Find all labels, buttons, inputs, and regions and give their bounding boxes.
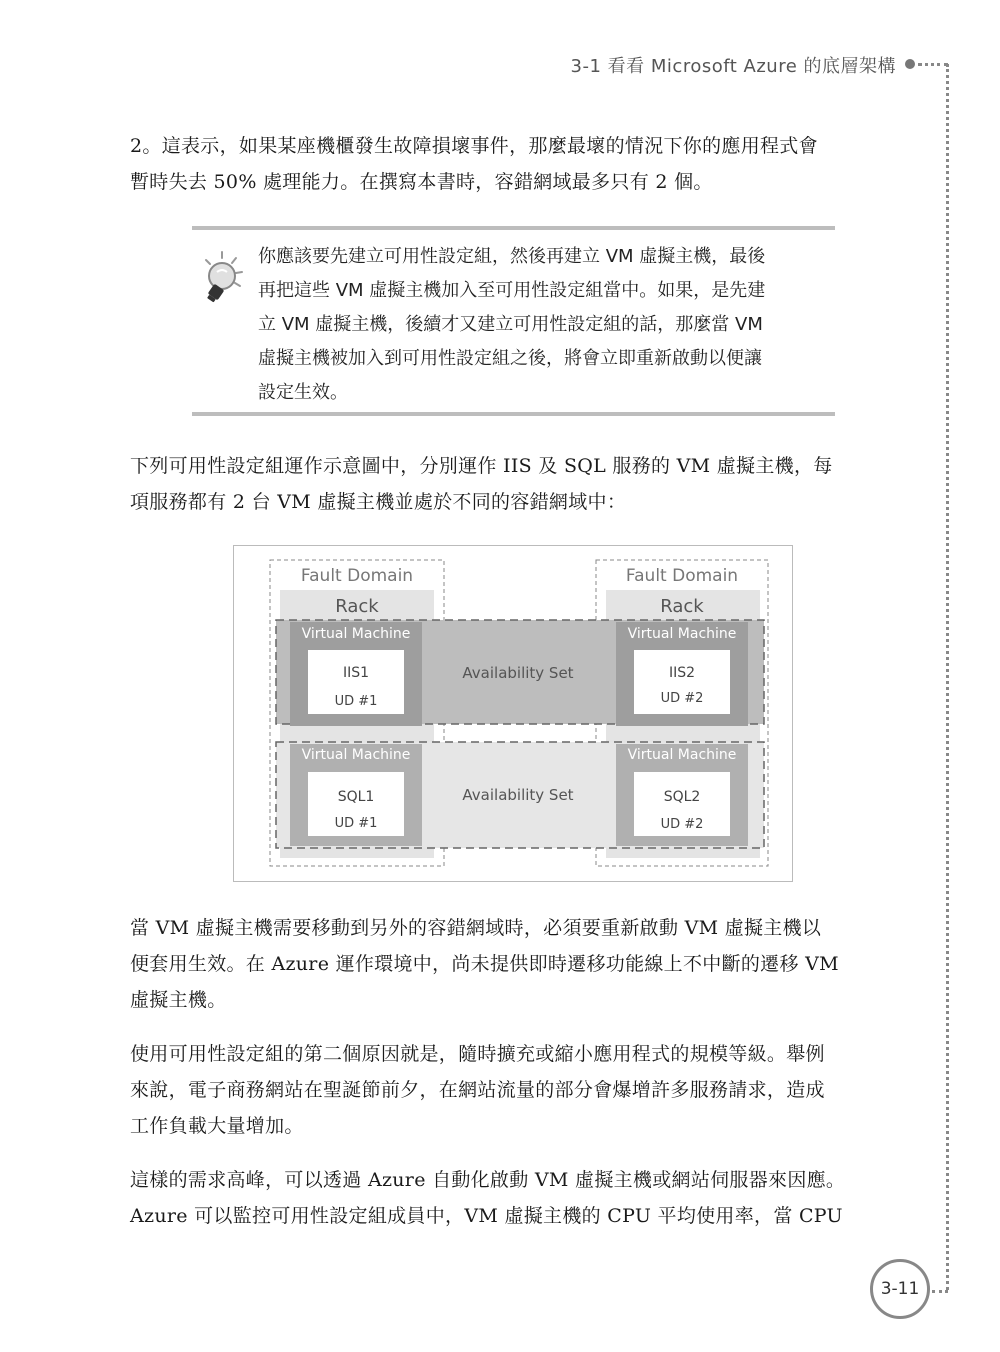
fault-domain-left-label: Fault Domain [300,566,414,586]
text-line: 暫時失去 50% 處理能力。在撰寫本書時，容錯網域最多只有 2 個。 [130,171,713,193]
vm-name: IIS2 [668,665,696,681]
text-line: Azure 可以監控可用性設定組成員中，VM 虛擬主機的 CPU 平均使用率，當 CPU [130,1205,843,1227]
text-line: 工作負載大量增加。 [130,1115,304,1137]
text-line: 使用可用性設定組的第二個原因就是，隨時擴充或縮小應用程式的規模等級。舉例 [130,1043,825,1065]
tip-line: 再把這些 VM 虛擬主機加入至可用性設定組當中。如果，是先建 [258,280,766,301]
vm-iis2 [616,622,748,726]
header-dotted-line [918,63,948,66]
availability-set-diagram [233,545,793,882]
text-line: 下列可用性設定組運作示意圖中，分別運作 IIS 及 SQL 服務的 VM 虛擬主機，每 [130,455,833,477]
text-line: 便套用生效。在 Azure 運作環境中，尚未提供即時遷移功能線上不中斷的遷移 VM [130,953,839,975]
vm-name: SQL1 [337,789,375,805]
paragraph-1 [130,128,905,200]
rack-left-label: Rack [335,596,379,617]
vm-iis1 [290,622,422,726]
vm-name: IIS1 [342,665,370,681]
vm-update-domain: UD #2 [660,691,704,706]
margin-dotted-rule [946,64,949,1290]
availability-set-bottom-label: Availability Set [462,786,574,804]
paragraph-5 [130,1162,905,1234]
tip-line: 立 VM 虛擬主機，後續才又建立可用性設定組的話，那麼當 VM [258,314,763,335]
running-header: 3-1 看看 Microsoft Azure 的底層架構 [570,56,896,77]
text-line: 虛擬主機。 [130,989,227,1011]
vm-name: SQL2 [663,789,701,805]
vm-header: Virtual Machine [627,626,737,642]
vm-update-domain: UD #1 [334,816,378,831]
text-line: 來說，電子商務網站在聖誕節前夕，在網站流量的部分會爆增許多服務請求，造成 [130,1079,825,1101]
vm-sql2 [616,744,748,846]
vm-header: Virtual Machine [301,747,411,763]
text-line: 這樣的需求高峰，可以透過 Azure 自動化啟動 VM 虛擬主機或網站伺服器來因應。 [130,1169,846,1191]
text-line: 當 VM 虛擬主機需要移動到另外的容錯網域時，必須要重新啟動 VM 虛擬主機以 [130,917,822,939]
page-number: 3-11 [870,1259,930,1319]
tip-text [258,240,765,410]
rack-right-label: Rack [660,596,704,617]
tip-line: 虛擬主機被加入到可用性設定組之後，將會立即重新啟動以便讓 [258,348,762,369]
vm-update-domain: UD #2 [660,817,704,832]
tip-note [192,226,835,416]
paragraph-2 [130,448,905,520]
page-number-dots [932,1290,948,1293]
fault-domain-right-label: Fault Domain [625,566,739,586]
text-line: 2。這表示，如果某座機櫃發生故障損壞事件，那麼最壞的情況下你的應用程式會 [130,135,818,157]
vm-sql1 [290,744,422,846]
vm-header: Virtual Machine [627,747,737,763]
tip-line: 你應該要先建立可用性設定組，然後再建立 VM 虛擬主機，最後 [258,246,766,267]
text-line: 項服務都有 2 台 VM 虛擬主機並處於不同的容錯網域中： [130,491,627,513]
paragraph-3 [130,910,905,1018]
vm-header: Virtual Machine [301,626,411,642]
header-bullet [905,59,915,69]
lightbulb-icon [192,248,248,308]
tip-line: 設定生效。 [258,382,348,403]
paragraph-4 [130,1036,905,1144]
availability-set-top-label: Availability Set [462,664,574,682]
vm-update-domain: UD #1 [334,694,378,709]
